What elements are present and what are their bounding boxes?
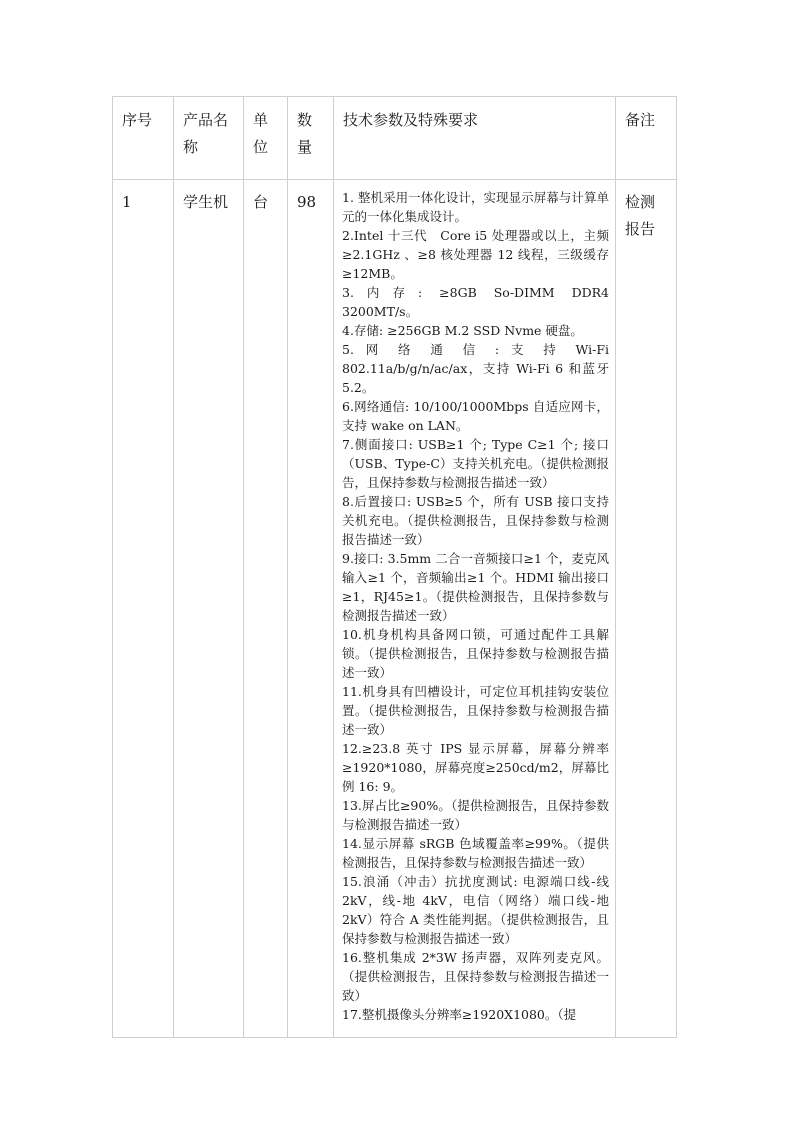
- spec-item: 4.存储: ≥256GB M.2 SSD Nvme 硬盘。: [342, 323, 583, 338]
- spec-item: 8.后置接口: USB≥5 个，所有 USB 接口支持关机充电。（提供检测报告，且保持参数与检测报告描述一致）: [342, 494, 609, 547]
- table-header-row: [113, 97, 677, 180]
- spec-table: [112, 96, 677, 1038]
- cell-product-name: 学生机: [174, 180, 244, 1038]
- spec-item: 7.侧面接口: USB≥1 个; Type C≥1 个; 接口（USB、Type-C）支持关机充电。（提供检测报告，且保持参数与检测报告描述一致）: [342, 437, 609, 490]
- spec-item: 17.整机摄像头分辨率≥1920X1080。（提: [342, 1007, 577, 1022]
- spec-item: 14.显示屏幕 sRGB 色域覆盖率≥99%。（提供检测报告，且保持参数与检测报告描述一致）: [342, 836, 609, 870]
- spec-item: 3.内存: ≥8GB So-DIMM DDR4 3200MT/s。: [342, 285, 609, 319]
- header-quantity: 数量: [288, 97, 334, 180]
- spec-item: 6.网络通信: 10/100/1000Mbps 自适应网卡，支持 wake on LAN。: [342, 399, 609, 433]
- cell-unit: 台: [244, 180, 288, 1038]
- spec-item: 9.接口: 3.5mm 二合一音频接口≥1 个，麦克风输入≥1 个，音频输出≥1 个。HDMI 输出接口≥1，RJ45≥1。（提供检测报告，且保持参数与检测报告描述一致）: [342, 551, 609, 623]
- cell-quantity: 98: [288, 180, 334, 1038]
- spec-item: 10.机身机构具备网口锁，可通过配件工具解锁。（提供检测报告，且保持参数与检测报告描述一致）: [342, 627, 609, 680]
- cell-index: 1: [113, 180, 174, 1038]
- cell-tech-spec: [334, 180, 616, 1038]
- spec-item: 11.机身具有凹槽设计，可定位耳机挂钩安装位置。（提供检测报告，且保持参数与检测报告描述一致）: [342, 684, 609, 737]
- header-product-name: 产品名称: [174, 97, 244, 180]
- spec-item: 12.≥23.8 英寸 IPS 显示屏幕，屏幕分辨率≥1920*1080，屏幕亮度≥250cd/m2，屏幕比例 16: 9。: [342, 741, 609, 794]
- table-row: [113, 180, 677, 1038]
- spec-item: 15.浪涌（冲击）抗扰度测试: 电源端口线-线 2kV，线-地 4kV，电信（网络）端口线-地 2kV）符合 A 类性能判据。（提供检测报告，且保持参数与检测报告描述一致）: [342, 874, 609, 946]
- header-unit: 单位: [244, 97, 288, 180]
- spec-item: 5. 网 络 通 信 : 支 持 Wi-Fi 802.11a/b/g/n/ac/ax，支持 Wi-Fi 6 和蓝牙 5.2。: [342, 342, 609, 395]
- header-note: 备注: [616, 97, 677, 180]
- cell-note: 检测报告: [616, 180, 677, 1038]
- spec-item: 1. 整机采用一体化设计，实现显示屏幕与计算单元的一体化集成设计。: [342, 190, 609, 224]
- spec-item: 13.屏占比≥90%。（提供检测报告，且保持参数与检测报告描述一致）: [342, 798, 609, 832]
- spec-item: 16.整机集成 2*3W 扬声器，双阵列麦克风。（提供检测报告，且保持参数与检测报告描述一致）: [342, 950, 609, 1003]
- header-index: 序号: [113, 97, 174, 180]
- spec-item: 2.Intel 十三代 Core i5 处理器或以上，主频≥2.1GHz 、≥8 核处理器 12 线程，三级缓存≥12MB。: [342, 228, 609, 281]
- header-tech-spec: 技术参数及特殊要求: [334, 97, 616, 180]
